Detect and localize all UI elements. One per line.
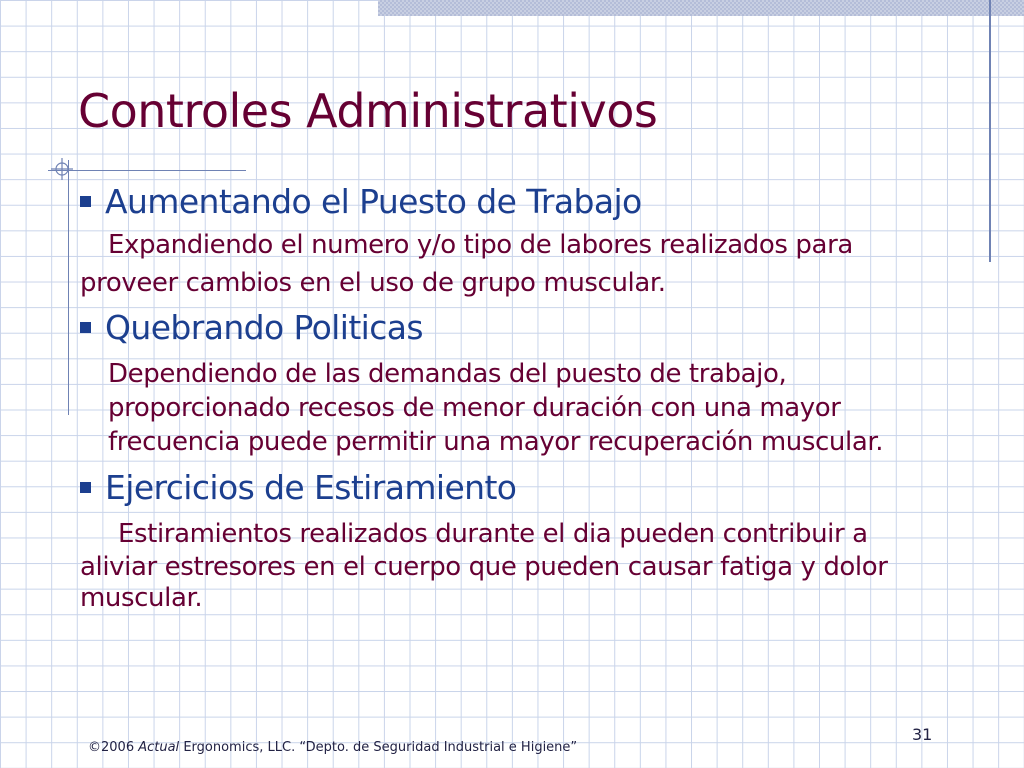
footer-company-italic: Actual: [138, 740, 180, 755]
square-bullet-icon: [80, 196, 91, 207]
bullet-heading-quebrando: [80, 308, 423, 347]
body-line: muscular.: [80, 583, 203, 613]
slide-number: 31: [912, 725, 933, 744]
body-line: proporcionado recesos de menor duración con una mayor: [108, 393, 841, 423]
top-decorative-band: [378, 0, 1024, 16]
square-bullet-icon: [80, 482, 91, 493]
bullet-heading-text: Quebrando Politicas: [105, 308, 423, 347]
body-line: frecuencia puede permitir una mayor recuperación muscular.: [108, 427, 884, 457]
footer-copyright: [88, 740, 577, 755]
title-rule: [48, 170, 246, 171]
body-line: Estiramientos realizados durante el dia pueden contribuir a: [118, 519, 868, 549]
footer-copyright-prefix: ©2006: [88, 740, 139, 755]
body-line: proveer cambios en el uso de grupo muscular.: [80, 268, 666, 298]
bullet-heading-ejercicios: [80, 468, 516, 507]
square-bullet-icon: [80, 322, 91, 333]
bullet-heading-aumentando: [80, 182, 642, 221]
left-accent-line: [68, 160, 69, 415]
body-line: aliviar estresores en el cuerpo que pueden causar fatiga y dolor: [80, 552, 888, 582]
body-line: Expandiendo el numero y/o tipo de labores realizados para: [108, 230, 853, 260]
bullet-heading-text: Aumentando el Puesto de Trabajo: [105, 182, 642, 221]
crosshair-icon: [51, 158, 73, 180]
footer-copyright-suffix: Ergonomics, LLC. “Depto. de Seguridad Industrial e Higiene”: [179, 740, 578, 755]
body-line: Dependiendo de las demandas del puesto de trabajo,: [108, 359, 787, 389]
right-accent-line: [989, 0, 991, 262]
slide-title: Controles Administrativos: [78, 84, 658, 138]
bullet-heading-text: Ejercicios de Estiramiento: [105, 468, 517, 507]
